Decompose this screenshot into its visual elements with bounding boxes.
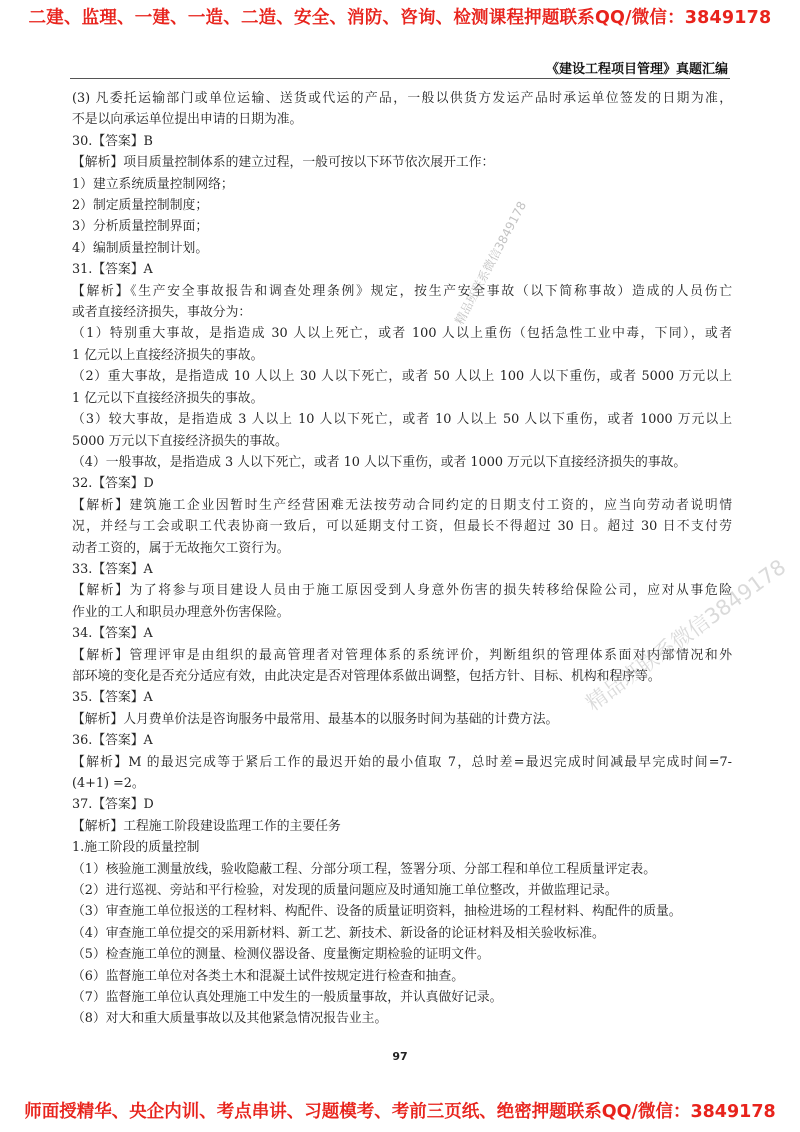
text-line: 35.【答案】A [72, 690, 153, 706]
text-line: （7）监督施工单位认真处理施工中发生的一般质量事故，并认真做好记录。 [72, 990, 503, 1006]
text-line: 36.【答案】A [72, 733, 153, 749]
text-line: 【解析】为了将参与项目建设人员由于施工原因受到人身意外伤害的损失转移给保险公司，应对从事危险 [72, 583, 732, 599]
text-line: 31.【答案】A [72, 262, 153, 278]
text-line: 或者直接经济损失，事故分为： [72, 305, 252, 321]
text-line: 34.【答案】A [72, 626, 153, 642]
text-line: 况，并经与工会或职工代表协商一致后，可以延期支付工资，但最长不得超过 30 日。超过 30 日不支付劳 [72, 519, 732, 535]
text-line: 部环境的变化是否充分适应有效，由此决定是否对管理体系做出调整，包括方针、目标、机构和程序等。 [72, 668, 661, 684]
text-line: 1.施工阶段的质量控制 [72, 840, 200, 856]
text-line: 37.【答案】D [72, 797, 154, 813]
text-line: (4+1) =2。 [72, 776, 145, 791]
text-line: 1 亿元以上直接经济损失的事故。 [72, 347, 264, 363]
text-line: （4）一般事故，是指造成 3 人以下死亡，或者 10 人以下重伤，或者 1000 万元以下直接经济损失的事故。 [72, 454, 687, 470]
text-line: 作业的工人和职员办理意外伤害保险。 [72, 604, 290, 620]
page-number: 97 [392, 1050, 408, 1063]
text-line: （8）对大和重大质量事故以及其他紧急情况报告业主。 [72, 1011, 388, 1027]
text-line: 【解析】人月费单价法是咨询服务中最常用、最基本的以服务时间为基础的计费方法。 [72, 711, 559, 727]
text-line: 2）制定质量控制制度； [72, 198, 209, 214]
text-line: （6）监督施工单位对各类土木和混凝土试件按规定进行检查和抽查。 [72, 968, 465, 984]
text-line: 【解析】M 的最迟完成等于紧后工作的最迟开始的最小值取 7，总时差=最迟完成时间减最早完成时间=7- [72, 754, 732, 770]
text-line: 【解析】工程施工阶段建设监理工作的主要任务 [72, 818, 341, 834]
text-line: （3）较大事故，是指造成 3 人以上 10 人以下死亡，或者 10 人以上 50 人以下重伤，或者 1000 万元以上 [72, 412, 732, 428]
text-line: 【解析】《生产安全事故报告和调查处理条例》规定，按生产安全事故（以下简称事故）造成的人员伤亡 [72, 283, 732, 299]
document-header-title: 《建设工程项目管理》真题汇编 [545, 62, 728, 77]
text-line: 1 亿元以下直接经济损失的事故。 [72, 390, 264, 406]
top-promo-banner: 二建、监理、一建、一造、二造、安全、消防、咨询、检测课程押题联系QQ/微信：3849178 [28, 8, 772, 28]
text-line: 32.【答案】D [72, 476, 154, 492]
page-body [72, 88, 732, 1030]
text-line: 5000 万元以下直接经济损失的事故。 [72, 433, 288, 449]
text-line: (3) 凡委托运输部门或单位运输、送货或代运的产品，一般以供货方发运产品时承运单位签发的日期为准， [72, 91, 732, 106]
text-line: 【解析】项目质量控制体系的建立过程，一般可按以下环节依次展开工作： [72, 155, 495, 171]
text-line: 不是以向承运单位提出申请的日期为准。 [72, 112, 303, 128]
text-line: 1）建立系统质量控制网络； [72, 176, 234, 192]
text-line: 33.【答案】A [72, 561, 153, 577]
text-line: （3）审查施工单位报送的工程材料、构配件、设备的质量证明资料，抽检进场的工程材料、构配件的质量。 [72, 904, 682, 920]
header-divider [70, 78, 730, 79]
text-line: 【解析】管理评审是由组织的最高管理者对管理体系的系统评价，判断组织的管理体系面对内部情况和外 [72, 647, 732, 663]
text-line: （2）重大事故，是指造成 10 人以上 30 人以下死亡，或者 50 人以上 100 人以下重伤，或者 5000 万元以上 [72, 369, 732, 385]
text-line: 4）编制质量控制计划。 [72, 240, 209, 256]
watermark: 精品班联系微信3849178 [581, 554, 791, 716]
text-line: 【解析】建筑施工企业因暂时生产经营困难无法按劳动合同约定的日期支付工资的，应当向劳动者说明情 [72, 497, 732, 513]
text-line: （5）检查施工单位的测量、检测仪器设备、度量衡定期检验的证明文件。 [72, 947, 490, 963]
text-line: 30.【答案】B [72, 133, 153, 149]
watermark: 精品班联系微信3849178 [452, 199, 530, 328]
bottom-promo-banner: 师面授精华、央企内训、考点串讲、习题模考、考前三页纸、绝密押题联系QQ/微信：3849178 [24, 1102, 776, 1122]
text-line: （1）核验施工测量放线，验收隐蔽工程、分部分项工程，签署分项、分部工程和单位工程质量评定表。 [72, 861, 657, 877]
text-line: 3）分析质量控制界面； [72, 219, 209, 235]
text-line: （1）特别重大事故，是指造成 30 人以上死亡，或者 100 人以上重伤（包括急性工业中毒，下同），或者 [72, 326, 732, 342]
text-line: （2）进行巡视、旁站和平行检验，对发现的质量问题应及时通知施工单位整改，并做监理记录。 [72, 883, 618, 899]
text-line: 动者工资的，属于无故拖欠工资行为。 [72, 540, 290, 556]
text-line: （4）审查施工单位提交的采用新材料、新工艺、新技术、新设备的论证材料及相关验收标准。 [72, 925, 605, 941]
